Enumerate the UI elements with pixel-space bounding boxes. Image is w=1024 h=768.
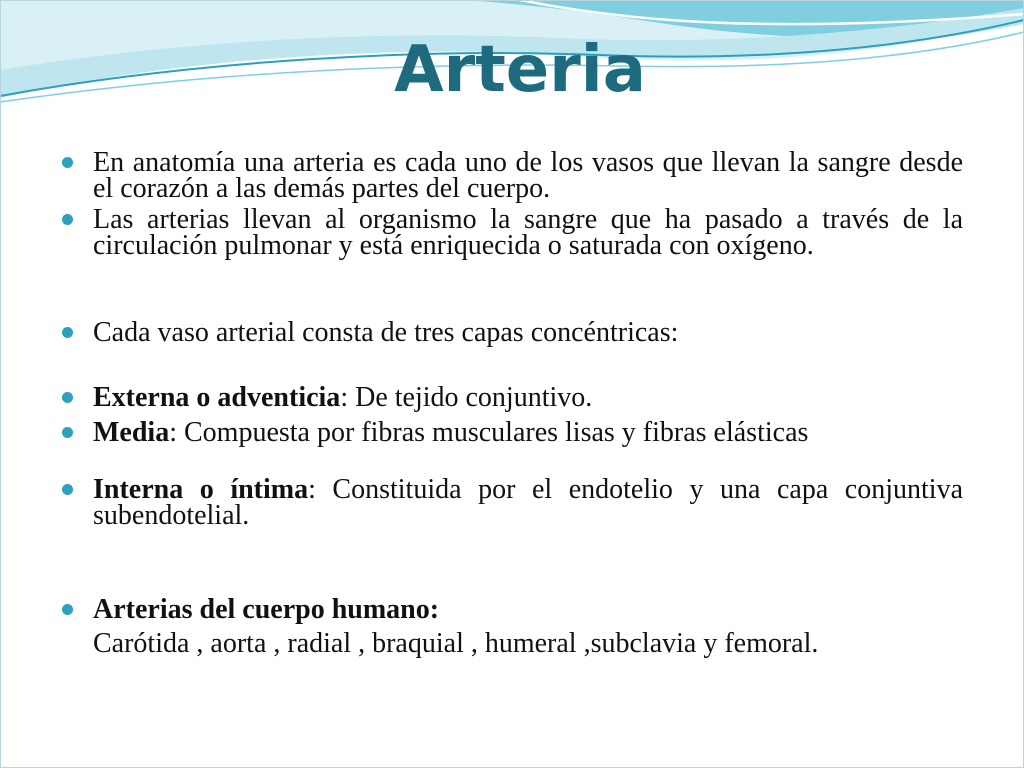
bullet-term: Media: [93, 417, 170, 448]
bullet-text: Las arterias llevan al organismo la sangre que ha pasado a través de la circulación pulmonar y está enriquecida o saturada con oxígeno.: [93, 204, 963, 261]
bullet-item-4: [93, 382, 963, 413]
bullet-dot-icon: [62, 427, 73, 438]
bullet-dot-icon: [62, 392, 73, 403]
bullet-dot-icon: [62, 484, 73, 495]
slide-title: Arteria: [394, 33, 646, 107]
bullet-item-3: [93, 317, 963, 348]
bullet-term: Arterias del cuerpo humano:: [93, 594, 440, 625]
bullet-item-1: [93, 147, 963, 204]
bullet-dot-icon: [62, 604, 73, 615]
bullet-dot-icon: [62, 157, 73, 168]
bullet-term: Interna o íntima: [93, 474, 309, 505]
bullet-dot-icon: [62, 327, 73, 338]
bullet-continuation: Carótida , aorta , radial , braquial , humeral ,subclavia y femoral.: [93, 628, 819, 659]
bullet-term: Externa o adventicia: [93, 382, 341, 413]
bullet-item-6: [93, 474, 963, 531]
bullet-text: En anatomía una arteria es cada uno de los vasos que llevan la sangre desde el corazón a las demás partes del cuerpo.: [93, 147, 963, 204]
bullet-dot-icon: [62, 214, 73, 225]
bullet-text: : De tejido conjuntivo.: [340, 382, 593, 413]
bullet-text: : Compuesta por fibras musculares lisas y fibras elásticas: [169, 417, 809, 448]
bullet-item-2: [93, 204, 963, 261]
bullet-text: : Constituida por el endotelio y una capa conjuntiva subendotelial.: [93, 474, 963, 531]
bullet-item-7: [93, 594, 963, 659]
bullet-text: Cada vaso arterial consta de tres capas concéntricas:: [93, 317, 679, 348]
bullet-item-5: [93, 417, 963, 448]
